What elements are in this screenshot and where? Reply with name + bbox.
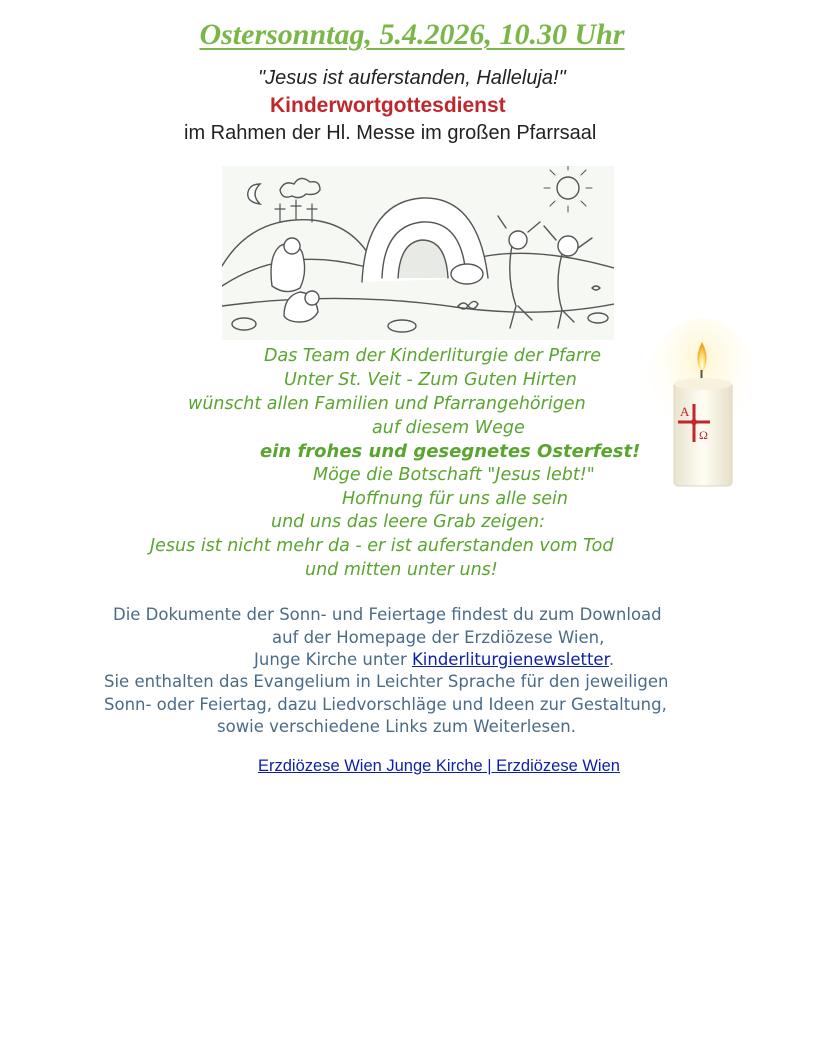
easter-candle-image xyxy=(640,318,752,498)
motto: "Jesus ist auferstanden, Halleluja!" xyxy=(258,67,566,89)
greeting-line-10: und mitten unter uns! xyxy=(305,560,498,580)
info-line-6: sowie verschiedene Links zum Weiterlesen. xyxy=(217,717,576,736)
info-line-3 xyxy=(254,650,614,669)
info-line-3-suffix: . xyxy=(608,650,615,669)
greeting-highlight: ein frohes und gesegnetes Osterfest! xyxy=(260,441,641,462)
newsletter-link[interactable]: Kinderliturgienewsletter xyxy=(411,650,609,669)
omega-letter: Ω xyxy=(699,428,708,442)
greeting-line-3: wünscht allen Familien und Pfarrangehörigen xyxy=(188,394,586,414)
greeting-line-4: auf diesem Wege xyxy=(372,418,525,438)
greeting-line-1: Das Team der Kinderliturgie der Pfarre xyxy=(264,346,602,366)
alpha-letter: A xyxy=(680,404,690,419)
greeting-line-7: Hoffnung für uns alle sein xyxy=(342,489,568,509)
info-line-4: Sie enthalten das Evangelium in Leichter Sprache für den jeweiligen xyxy=(104,672,669,691)
greeting-line-6: Möge die Botschaft "Jesus lebt!" xyxy=(313,465,595,485)
info-line-3-prefix: Junge Kirche unter xyxy=(254,650,412,669)
page-title: Ostersonntag, 5.4.2026, 10.30 Uhr xyxy=(199,18,625,51)
erzdioezese-link[interactable]: Erzdiözese Wien Junge Kirche | Erzdiözese Wien xyxy=(258,757,620,775)
info-line-2: auf der Homepage der Erzdiözese Wien, xyxy=(272,628,605,647)
event-title: Kinderwortgottesdienst xyxy=(270,94,506,117)
greeting-line-9: Jesus ist nicht mehr da - er ist auferstanden vom Tod xyxy=(150,536,614,556)
event-location: im Rahmen der Hl. Messe im großen Pfarrsaal xyxy=(184,122,597,144)
easter-drawing xyxy=(222,166,614,340)
info-line-5: Sonn- oder Feiertag, dazu Liedvorschläge und Ideen zur Gestaltung, xyxy=(104,695,667,714)
info-line-1: Die Dokumente der Sonn- und Feiertage findest du zum Download xyxy=(113,605,662,624)
greeting-line-2: Unter St. Veit - Zum Guten Hirten xyxy=(284,370,577,390)
greeting-line-8: und uns das leere Grab zeigen: xyxy=(271,512,545,532)
